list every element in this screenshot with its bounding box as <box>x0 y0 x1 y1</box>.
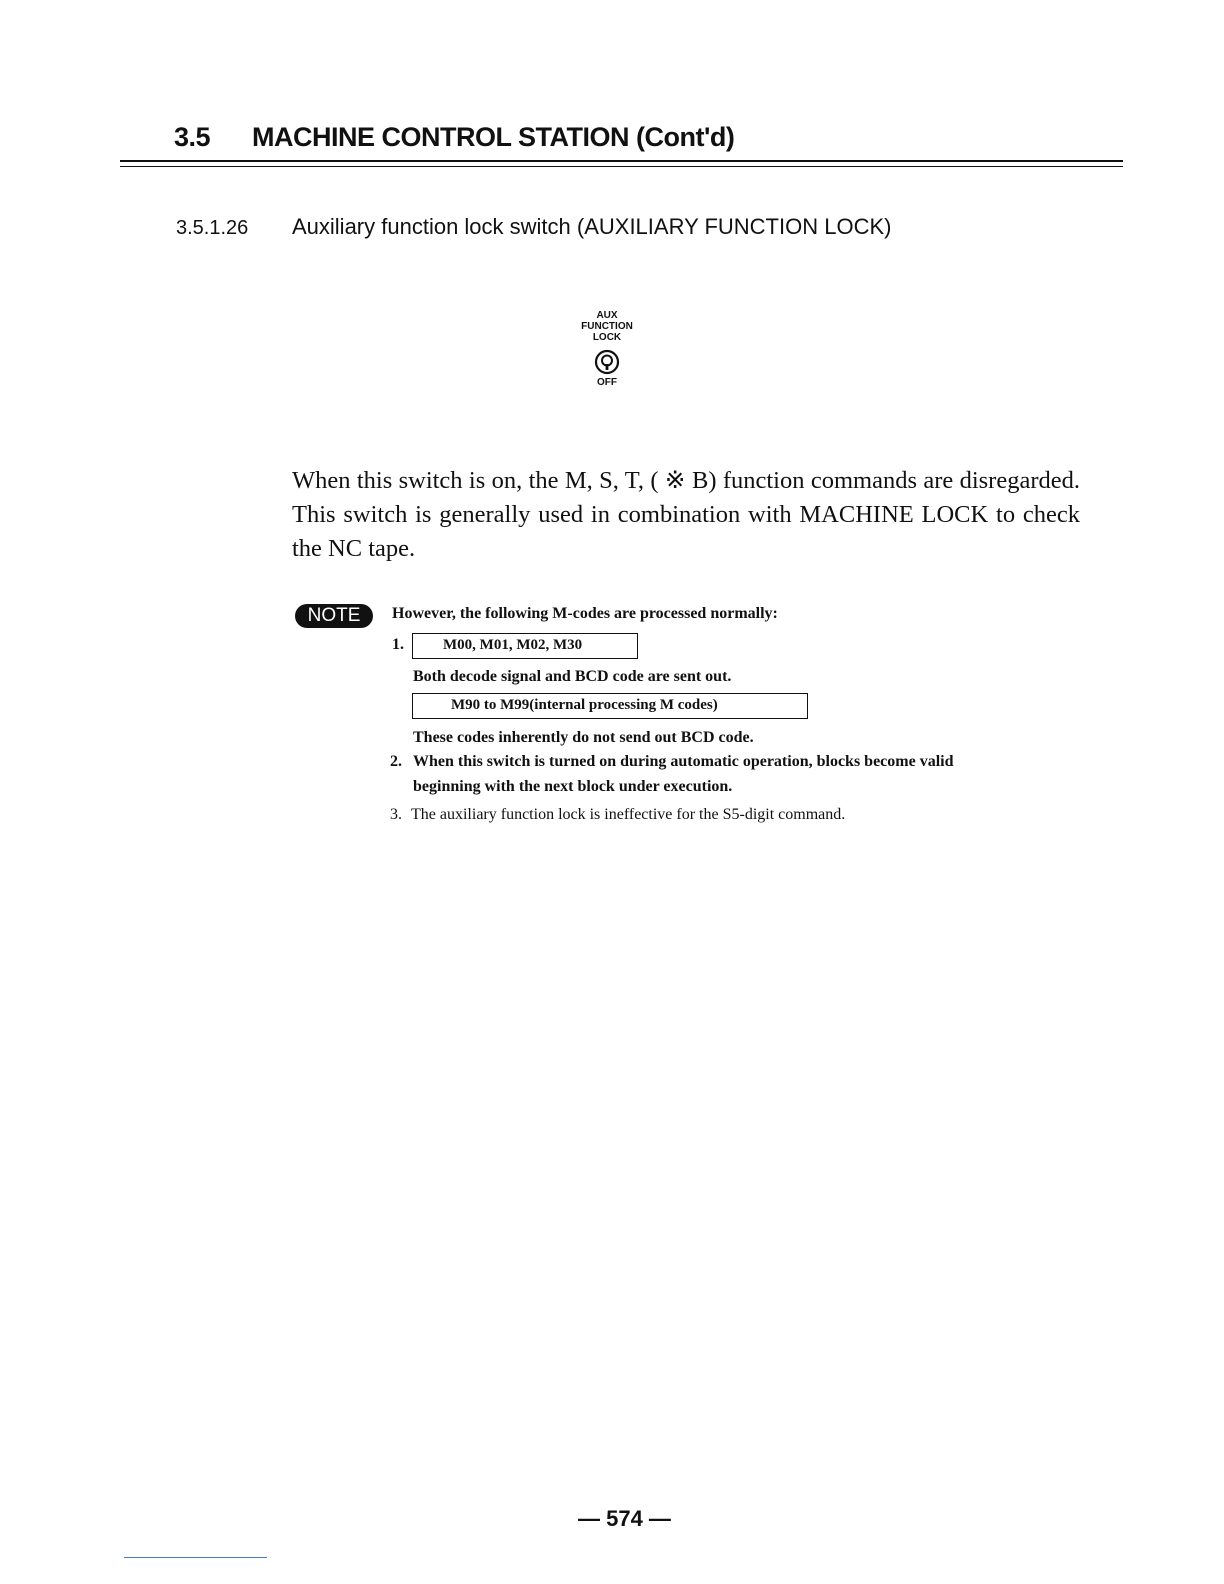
subsection-title: Auxiliary function lock switch (AUXILIARY FUNCTION LOCK) <box>292 214 892 239</box>
note-intro: However, the following M-codes are processed normally: <box>392 605 778 622</box>
switch-label-lock: LOCK <box>592 332 622 343</box>
note-item-1-text-2: These codes inherently do not send out BCD code. <box>413 729 754 746</box>
switch-label-aux: AUX <box>596 310 618 321</box>
header-rule-thin <box>120 166 1123 167</box>
note-badge: NOTE <box>295 604 373 628</box>
note-item-1-text: Both decode signal and BCD code are sent out. <box>413 668 732 685</box>
footer-line <box>124 1557 267 1558</box>
section-title <box>174 122 734 153</box>
note-item-2-line-1: When this switch is turned on during automatic operation, blocks become valid <box>413 753 954 770</box>
note-item-1-code-box-2: M90 to M99(internal processing M codes) <box>412 693 808 719</box>
section-heading: MACHINE CONTROL STATION (Cont'd) <box>252 122 735 152</box>
header-rule-thick <box>120 160 1123 162</box>
subsection-number: 3.5.1.26 <box>176 217 249 239</box>
switch-state-off: OFF <box>597 377 617 388</box>
note-item-2-line-2: beginning with the next block under execution. <box>413 778 733 795</box>
note-item-3-number: 3. <box>390 806 402 823</box>
note-item-1-number: 1. <box>392 636 404 653</box>
note-item-2-number: 2. <box>390 753 402 770</box>
subsection-heading <box>176 214 891 240</box>
note-item-1-code-box: M00, M01, M02, M30 <box>412 633 638 659</box>
page-number: — 574 — <box>578 1506 671 1531</box>
aux-function-lock-switch-figure <box>562 310 652 388</box>
section-number: 3.5 <box>174 122 211 152</box>
switch-label-function: FUNCTION <box>581 321 633 332</box>
rotary-switch-knob-icon <box>594 349 620 375</box>
note-item-3-text: The auxiliary function lock is ineffective for the S5-digit command. <box>411 806 846 823</box>
description-paragraph: When this switch is on, the M, S, T, ( ※ B) function commands are disregarded. This switch is generally used in combination with MACHINE LOCK to check the NC tape. <box>292 467 1080 562</box>
